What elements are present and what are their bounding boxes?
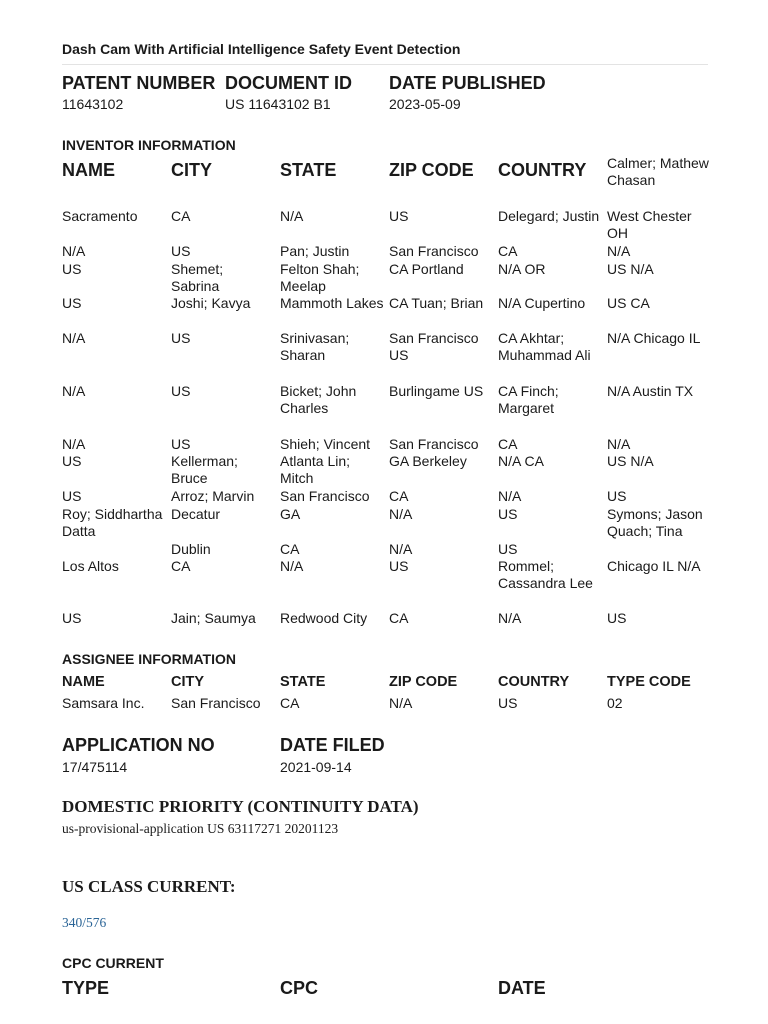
inventor-header-name: NAME xyxy=(62,160,115,180)
inventor-cell: CA xyxy=(389,488,409,504)
domestic-priority-value: us-provisional-application US 63117271 20201123 xyxy=(62,821,339,836)
inventor-cell: N/A xyxy=(389,506,413,522)
assignee-header-zip: ZIP CODE xyxy=(389,674,458,690)
inventor-cell: CA Tuan; Brian xyxy=(389,295,484,311)
inventor-cell: US xyxy=(62,453,82,469)
cpc-header-date: DATE xyxy=(498,978,546,998)
inventor-cell: N/A xyxy=(498,488,522,504)
inventor-cell: US xyxy=(607,610,627,626)
inventor-cell: US xyxy=(62,610,82,626)
inventor-cell: CA xyxy=(171,558,191,574)
inventor-cell: US xyxy=(498,541,518,557)
inventor-cell: CA Portland xyxy=(389,261,464,277)
inventor-cell: Burlingame US xyxy=(389,383,484,399)
date-filed-value: 2021-09-14 xyxy=(280,759,352,775)
cpc-section-title: CPC CURRENT xyxy=(62,955,164,971)
inventor-cell: GA xyxy=(280,506,301,522)
assignee-header-name: NAME xyxy=(62,674,105,690)
inventor-cell: N/A xyxy=(62,243,86,259)
inventor-cell: US xyxy=(171,383,191,399)
date-published-value: 2023-05-09 xyxy=(389,96,461,112)
inventor-cell: N/A xyxy=(498,610,522,626)
inventor-cell: Rommel; Cassandra Lee xyxy=(498,558,593,592)
inventor-cell: N/A Austin TX xyxy=(607,383,694,399)
inventor-cell: N/A xyxy=(62,436,86,452)
inventor-cell: US xyxy=(62,261,82,277)
inventor-cell: N/A xyxy=(280,208,304,224)
inventor-cell: Delegard; Justin xyxy=(498,208,600,224)
patent-number-header: PATENT NUMBER xyxy=(62,73,216,93)
inventor-header-zip: ZIP CODE xyxy=(389,160,474,180)
cpc-header-cpc: CPC xyxy=(280,978,319,998)
inventor-cell: CA xyxy=(498,436,518,452)
inventor-cell: Sacramento xyxy=(62,208,138,224)
inventor-cell: US xyxy=(171,436,191,452)
inventor-cell: Redwood City xyxy=(280,610,368,626)
inventor-cell: West Chester OH xyxy=(607,208,692,242)
assignee-name: Samsara Inc. xyxy=(62,695,145,711)
inventor-cell: Calmer; Mathew Chasan xyxy=(607,155,709,189)
document-title: Dash Cam With Artificial Intelligence Safety Event Detection xyxy=(62,41,461,57)
inventor-cell: N/A OR xyxy=(498,261,546,277)
date-filed-header: DATE FILED xyxy=(280,735,385,755)
patent-number-value: 11643102 xyxy=(62,96,124,112)
inventor-cell: Roy; Siddhartha Datta xyxy=(62,506,163,540)
inventor-cell: CA xyxy=(498,243,518,259)
cpc-header-type: TYPE xyxy=(62,978,110,998)
inventor-cell: Chicago IL N/A xyxy=(607,558,701,574)
inventor-cell: San Francisco xyxy=(280,488,370,504)
us-class-separator: / xyxy=(82,915,87,930)
inventor-cell: San Francisco US xyxy=(389,330,479,364)
inventor-cell: Los Altos xyxy=(62,558,119,574)
assignee-city: San Francisco xyxy=(171,695,261,711)
document-id-header: DOCUMENT ID xyxy=(225,73,352,93)
assignee-type-code: 02 xyxy=(607,695,623,711)
inventor-cell: N/A xyxy=(607,436,631,452)
inventor-header-city: CITY xyxy=(171,160,213,180)
inventor-cell: Felton Shah; Meelap xyxy=(280,261,360,295)
inventor-cell: US xyxy=(498,506,518,522)
domestic-priority-title: DOMESTIC PRIORITY (CONTINUITY DATA) xyxy=(62,797,419,816)
inventor-section-title: INVENTOR INFORMATION xyxy=(62,137,236,153)
inventor-cell: CA xyxy=(280,541,300,557)
inventor-cell: US N/A xyxy=(607,261,654,277)
assignee-header-state: STATE xyxy=(280,674,326,690)
us-class-value xyxy=(62,914,106,932)
assignee-section-title: ASSIGNEE INFORMATION xyxy=(62,651,236,667)
inventor-cell: US xyxy=(389,558,409,574)
inventor-cell: Arroz; Marvin xyxy=(171,488,255,504)
us-class-title: US CLASS CURRENT: xyxy=(62,877,236,896)
inventor-cell: N/A xyxy=(389,541,413,557)
inventor-cell: San Francisco xyxy=(389,243,479,259)
inventor-cell: US xyxy=(171,243,191,259)
inventor-cell: San Francisco xyxy=(389,436,479,452)
inventor-cell: N/A CA xyxy=(498,453,544,469)
inventor-cell: CA Akhtar; Muhammad Ali xyxy=(498,330,591,364)
inventor-cell: US CA xyxy=(607,295,650,311)
inventor-cell: CA xyxy=(171,208,191,224)
inventor-cell: US xyxy=(389,208,409,224)
title-divider xyxy=(62,64,708,65)
assignee-state: CA xyxy=(280,695,300,711)
inventor-cell: N/A xyxy=(62,330,86,346)
inventor-cell: US xyxy=(62,488,82,504)
inventor-cell: Jain; Saumya xyxy=(171,610,256,626)
inventor-cell: Pan; Justin xyxy=(280,243,350,259)
inventor-cell: GA Berkeley xyxy=(389,453,467,469)
inventor-cell: US N/A xyxy=(607,453,654,469)
inventor-cell: Srinivasan; Sharan xyxy=(280,330,350,364)
assignee-country: US xyxy=(498,695,518,711)
date-published-header: DATE PUBLISHED xyxy=(389,73,546,93)
inventor-cell: US xyxy=(607,488,627,504)
inventor-cell: Joshi; Kavya xyxy=(171,295,251,311)
inventor-cell: US xyxy=(62,295,82,311)
inventor-cell: Mammoth Lakes xyxy=(280,295,384,311)
inventor-header-country: COUNTRY xyxy=(498,160,587,180)
assignee-header-country: COUNTRY xyxy=(498,674,570,690)
inventor-cell: Atlanta Lin; Mitch xyxy=(280,453,351,487)
assignee-header-type-code: TYPE CODE xyxy=(607,674,691,690)
us-class-link[interactable]: 340 xyxy=(62,915,83,930)
inventor-cell: N/A xyxy=(62,383,86,399)
inventor-cell: Symons; Jason Quach; Tina xyxy=(607,506,703,540)
assignee-header-city: CITY xyxy=(171,674,205,690)
application-no-header: APPLICATION NO xyxy=(62,735,215,755)
inventor-cell: N/A Cupertino xyxy=(498,295,586,311)
document-id-value: US 11643102 B1 xyxy=(225,96,331,112)
inventor-cell: N/A xyxy=(280,558,304,574)
application-no-value: 17/475114 xyxy=(62,759,128,775)
inventor-header-state: STATE xyxy=(280,160,337,180)
inventor-cell: N/A xyxy=(607,243,631,259)
inventor-cell: Bicket; John Charles xyxy=(280,383,357,417)
inventor-cell: Dublin xyxy=(171,541,211,557)
inventor-cell: CA Finch; Margaret xyxy=(498,383,559,417)
us-subclass-link[interactable]: 576 xyxy=(86,915,107,930)
inventor-cell: Kellerman; Bruce xyxy=(171,453,238,487)
inventor-cell: US xyxy=(171,330,191,346)
assignee-zip: N/A xyxy=(389,695,413,711)
inventor-cell: Shieh; Vincent xyxy=(280,436,371,452)
inventor-cell: CA xyxy=(389,610,409,626)
inventor-cell: N/A Chicago IL xyxy=(607,330,701,346)
inventor-cell: Decatur xyxy=(171,506,221,522)
inventor-cell: Shemet; Sabrina xyxy=(171,261,224,295)
